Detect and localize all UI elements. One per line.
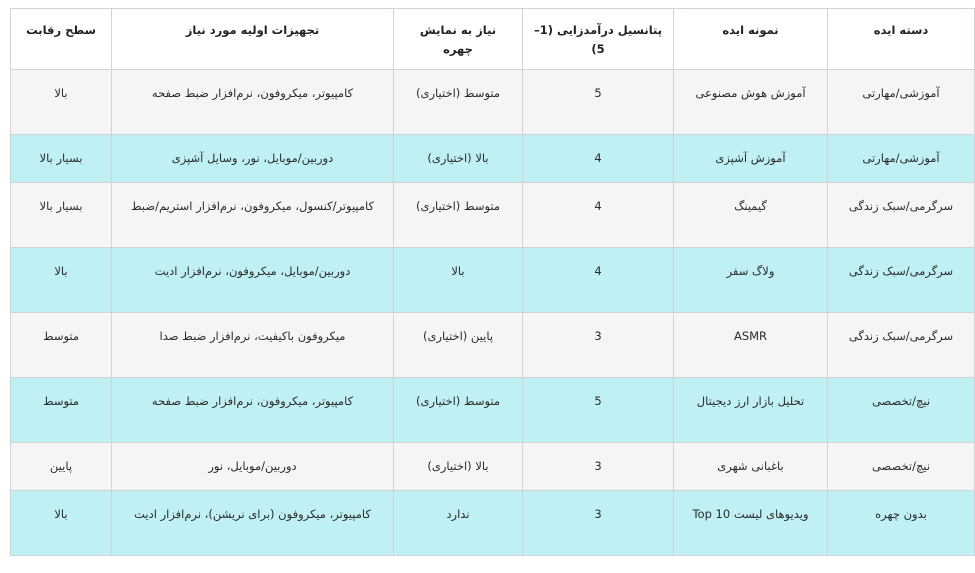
cell-equipment: دوربین/موبایل، نور، وسایل آشپزی xyxy=(112,135,394,183)
header-example: نمونه ایده xyxy=(674,9,828,70)
cell-face: بالا (اختیاری) xyxy=(394,443,523,491)
cell-competition: بسیار بالا xyxy=(11,183,112,248)
cell-category: سرگرمی/سبک زندگی xyxy=(828,183,975,248)
cell-income: 3 xyxy=(523,443,674,491)
table-header-row xyxy=(11,9,975,70)
cell-income: 4 xyxy=(523,248,674,313)
cell-income: 3 xyxy=(523,313,674,378)
cell-equipment: کامپیوتر، میکروفون (برای نریشن)، نرم‌افزار ادیت xyxy=(112,491,394,556)
header-income: پتانسیل درآمدزایی (1–5) xyxy=(523,9,674,70)
cell-face: بالا xyxy=(394,248,523,313)
cell-equipment: دوربین/موبایل، میکروفون، نرم‌افزار ادیت xyxy=(112,248,394,313)
cell-example: ASMR xyxy=(674,313,828,378)
cell-face: متوسط (اختیاری) xyxy=(394,70,523,135)
cell-equipment: میکروفون باکیفیت، نرم‌افزار ضبط صدا xyxy=(112,313,394,378)
cell-competition: بالا xyxy=(11,491,112,556)
cell-equipment: دوربین/موبایل، نور xyxy=(112,443,394,491)
cell-income: 3 xyxy=(523,491,674,556)
cell-example: آموزش آشپزی xyxy=(674,135,828,183)
ideas-table xyxy=(10,8,975,556)
cell-income: 4 xyxy=(523,135,674,183)
cell-category: نیچ/تخصصی xyxy=(828,378,975,443)
header-competition: سطح رقابت xyxy=(11,9,112,70)
table-row xyxy=(11,248,975,313)
table-row xyxy=(11,443,975,491)
cell-face: بالا (اختیاری) xyxy=(394,135,523,183)
header-equipment: تجهیزات اولیه مورد نیاز xyxy=(112,9,394,70)
cell-example: باغبانی شهری xyxy=(674,443,828,491)
cell-example: آموزش هوش مصنوعی xyxy=(674,70,828,135)
cell-category: بدون چهره xyxy=(828,491,975,556)
table-row xyxy=(11,135,975,183)
cell-equipment: کامپیوتر، میکروفون، نرم‌افزار ضبط صفحه xyxy=(112,378,394,443)
header-category: دسته ایده xyxy=(828,9,975,70)
cell-face: ندارد xyxy=(394,491,523,556)
table-row xyxy=(11,70,975,135)
table-row xyxy=(11,378,975,443)
cell-equipment: کامپیوتر/کنسول، میکروفون، نرم‌افزار استریم/ضبط xyxy=(112,183,394,248)
table-row xyxy=(11,183,975,248)
cell-income: 4 xyxy=(523,183,674,248)
cell-example: گیمینگ xyxy=(674,183,828,248)
cell-competition: متوسط xyxy=(11,378,112,443)
header-face: نیاز به نمایش چهره xyxy=(394,9,523,70)
cell-equipment: کامپیوتر، میکروفون، نرم‌افزار ضبط صفحه xyxy=(112,70,394,135)
cell-category: آموزشی/مهارتی xyxy=(828,70,975,135)
cell-competition: بالا xyxy=(11,248,112,313)
cell-category: سرگرمی/سبک زندگی xyxy=(828,248,975,313)
cell-competition: پایین xyxy=(11,443,112,491)
cell-face: متوسط (اختیاری) xyxy=(394,183,523,248)
cell-category: نیچ/تخصصی xyxy=(828,443,975,491)
cell-category: آموزشی/مهارتی xyxy=(828,135,975,183)
cell-income: 5 xyxy=(523,378,674,443)
cell-income: 5 xyxy=(523,70,674,135)
table-row xyxy=(11,491,975,556)
cell-face: متوسط (اختیاری) xyxy=(394,378,523,443)
cell-example: ولاگ سفر xyxy=(674,248,828,313)
cell-competition: بسیار بالا xyxy=(11,135,112,183)
cell-competition: متوسط xyxy=(11,313,112,378)
cell-face: پایین (اختیاری) xyxy=(394,313,523,378)
cell-competition: بالا xyxy=(11,70,112,135)
table-row xyxy=(11,313,975,378)
cell-example: تحلیل بازار ارز دیجیتال xyxy=(674,378,828,443)
cell-category: سرگرمی/سبک زندگی xyxy=(828,313,975,378)
cell-example: ویدیوهای لیست Top 10 xyxy=(674,491,828,556)
